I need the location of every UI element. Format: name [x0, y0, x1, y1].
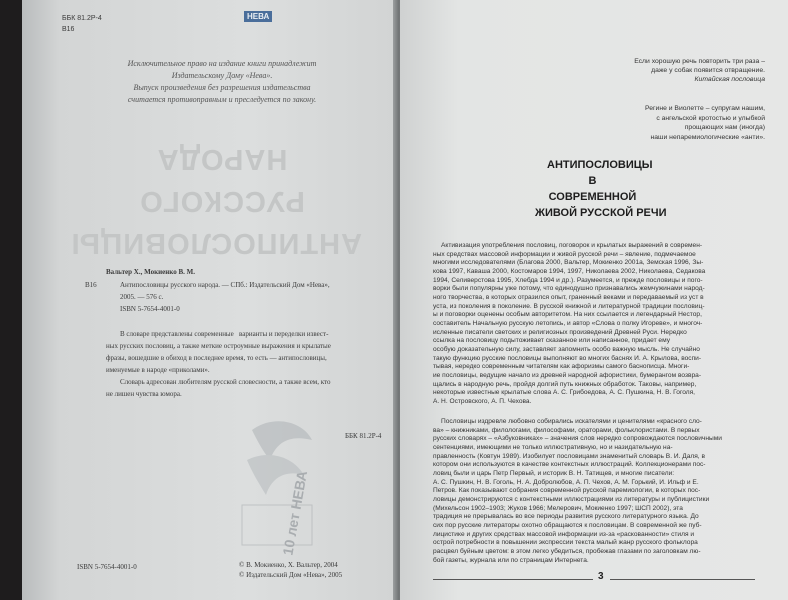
chapter-title-line: АНТИПОСЛОВИЦЫ — [547, 159, 653, 171]
description-line: В словаре представлены современные варианты и переделки извест- — [120, 330, 329, 338]
text-line: ссылка на пословицу подытоживает сказанное или написанное, придает ему — [433, 337, 670, 345]
publisher-logo — [244, 6, 272, 24]
publisher-badge: НЕВА — [244, 11, 272, 22]
text-line: лицистике и других средствах массовой информации из-за «раскованности» стиля и — [433, 530, 695, 538]
bibliographic-entry: Антипословицы русского народа. — СПб.: Издательский Дом «Нева», — [120, 281, 330, 289]
footer-rule-right — [610, 579, 755, 580]
text-line: традиция не прерывалась во все периоды развития русского литературного языка. До — [433, 513, 699, 521]
epigraph-source: Китайская пословица — [694, 76, 765, 83]
text-line: особую доказательную силу, заставляет запомнить особо важную мысль. Не случайно — [433, 345, 700, 353]
body-paragraph-1 — [433, 242, 756, 406]
dedication — [575, 104, 765, 142]
rights-notice — [82, 58, 362, 106]
text-line: бой газеты, журнала или по страницам Интернета. — [433, 556, 589, 564]
ghost-title-block — [70, 138, 362, 264]
text-line: составитель Начальную русскую летопись, и автор «Слова о полку Игореве», и многоч- — [433, 319, 703, 327]
epigraph-1 — [575, 57, 765, 84]
ghost-title-line: НАРОДА — [156, 143, 288, 175]
text-line: ных средствах массовой информации и живой русской речи – явление, подмечаемое — [433, 250, 696, 258]
copyright-line: © В. Мокиенко, Х. Вальтер, 2004 — [239, 561, 338, 569]
description-line: не лишен чувства юмора. — [106, 390, 182, 398]
text-line: А. Н. Островского, А. П. Чехова. — [433, 397, 532, 405]
text-line: щались в народную речь, пройдя долгий путь книжных обработок. Таковы, например, — [433, 380, 697, 388]
rights-line: Выпуск произведения без разрешения издательства — [133, 83, 311, 92]
catalog-index: В16 — [62, 26, 75, 33]
bbk-bottom: ББК 81.2Р-4 — [345, 432, 382, 440]
text-line: такую функцию русские пословицы выполняют во многих баснях И. А. Крылова, воспи- — [433, 354, 702, 362]
text-line: исленные писатели светских и религиозных произведений Древней Руси. Нередко — [433, 328, 687, 336]
text-line: (Михельсон 1902–1903; Жуков 1966; Мелерович, Мокиенко 1997; ШСП 2002), эта — [433, 504, 683, 512]
year-pages: 2005. — 576 с. — [120, 293, 164, 301]
dedication-line: прощающих нам (иногда) — [684, 124, 765, 131]
chapter-title-line: В СОВРЕМЕННОЙ — [548, 175, 637, 203]
description — [106, 328, 391, 400]
text-line: ного творчества, в которых отразился опыт, граненный веками и передаваемый из уст в — [433, 293, 704, 301]
text-line: правленность (Ковтун 1989). Изобилует пословицами знаменитый словарь В. И. Даля, в — [433, 452, 705, 460]
text-line: острой потребности в повышении экспрессии текста малый жанр русского фольклора — [433, 539, 698, 547]
dedication-line: наши непаремиологические «анти». — [650, 133, 765, 141]
text-line: ы и поговорки оценены особым авторитетом. На них ссылается и легендарный Нестор, — [433, 311, 702, 319]
ghost-title-line: АНТИПОСЛОВИЦЫ — [70, 227, 362, 259]
authors: Вальтер Х., Мокиенко В. М. — [106, 268, 196, 276]
text-line: ловиц были и царь Петр Первый, и историк В. Н. Татищев, и многие писатели: — [433, 469, 675, 477]
text-line: многими исследователями (Благова 2000, Вальтер, Мокиенко 2001а, Земская 1996, Зы- — [433, 259, 704, 267]
dedication-line: Регине и Виолетте – супругам нашим, — [645, 105, 765, 112]
anniversary-emblem — [232, 410, 322, 560]
isbn: ISBN 5-7654-4001-0 — [120, 305, 180, 313]
text-line: котором они используются в качестве контекстных иллюстраций. Коллекционерами пос- — [433, 461, 706, 469]
body-paragraph-2 — [433, 418, 756, 565]
chapter-title — [535, 157, 667, 228]
copyright-line: © Издательский Дом «Нева», 2005 — [239, 571, 343, 579]
rights-line: считается противоправным и преследуется по закону. — [127, 95, 317, 104]
text-line: ва» – книжниками, филологами, философами, ораторами, фольклористами. В первых — [433, 426, 700, 434]
text-line: ворки были популярны уже потому, что единодушно признавались жемчужинами народ- — [433, 285, 705, 293]
catalog-code: ББК 81.2Р-4 — [62, 15, 102, 22]
emblem-text: 10 лет НЕВА — [279, 469, 311, 557]
copyright — [239, 560, 342, 580]
chapter-title-line: ЖИВОЙ РУССКОЙ РЕЧИ — [535, 207, 667, 219]
text-line: сих пор русские литераторы охотно обращаются к пословицам. В современной же пуб- — [433, 521, 702, 529]
ghost-title-showthrough — [70, 138, 362, 264]
dedication-line: с ангельской кротостью и улыбкой — [656, 114, 765, 122]
isbn-bottom: ISBN 5-7654-4001-0 — [77, 563, 137, 571]
text-line: ловицы демонстрируются с контекстными иллюстрациями из литературы и публицистики — [433, 495, 710, 503]
text-line: кова 1997, Каваша 2000, Костомаров 1994, 1997, Николаева 2002, Николаева, Седакова — [433, 267, 706, 275]
ghost-title-line: РУССКОГО — [139, 185, 305, 217]
text-line: тывая, нередко современным читателям как афоризмы самого баснописца. Многи- — [433, 363, 690, 371]
rights-line: Исключительное право на издание книги принадлежит — [127, 59, 317, 68]
left-page — [22, 0, 397, 600]
text-line: Петров. Как показывают собрания современной русской паремиологии, в которых пос- — [433, 487, 701, 495]
text-line: 1994, Селиверстова 1995, Хлебда 1994 и др.). Разумеется, и прежде пословицы и пого- — [433, 276, 703, 284]
description-line: фразы, вошедшие в обиход в последнее время, то есть — антипословицы, — [106, 354, 327, 362]
text-line: А. С. Пушкин, Н. В. Гоголь, Н. А. Добролюбов, А. П. Чехов, А. М. Горький, И. Ильф и Е. — [433, 478, 699, 486]
epigraph-line: даже у собак появится отвращение. — [651, 67, 765, 74]
text-line: Пословицы издревле любовно собирались искателями и ценителями «красного сло- — [441, 418, 702, 425]
description-line: именуемые в народе «приколами». — [106, 366, 210, 374]
description-line: ных русских пословиц, а также меткие остроумные выражения и крылатые — [106, 342, 331, 350]
text-line: сентенциями, имеющими не только иллюстративную, но и назидательную на- — [433, 443, 673, 451]
rights-line: Издательскому Дому «Нева». — [171, 71, 273, 80]
text-line: Активизация употребления пословиц, поговорок и крылатых выражений в современ- — [441, 242, 703, 249]
text-line: расцвел буйным цветом: в этом легко убедиться, пробежав глазами по заголовкам лю- — [433, 547, 701, 555]
epigraph-line: Если хорошую речь повторить три раза – — [634, 58, 765, 65]
text-line: уста, из поколения в поколение. В русской книжной и литературной традиции пословиц- — [433, 302, 705, 310]
description-line: Словарь адресован любителям русской словесности, а также всем, кто — [120, 378, 331, 386]
text-line: ие пословицы, ведущие начало из древней народной афористики, бумерангом возвра- — [433, 371, 702, 379]
page-number: 3 — [598, 571, 604, 582]
footer-rule-left — [433, 579, 593, 580]
text-line: русских словарях – «Азбуковниках» – значения слов нередко сопровождаются пословичными — [433, 435, 722, 443]
index-code: В16 — [85, 281, 97, 289]
text-line: некоторые известные крылатые слова А. С. Грибоедова, А. С. Пушкина, Н. В. Гоголя, — [433, 389, 695, 397]
